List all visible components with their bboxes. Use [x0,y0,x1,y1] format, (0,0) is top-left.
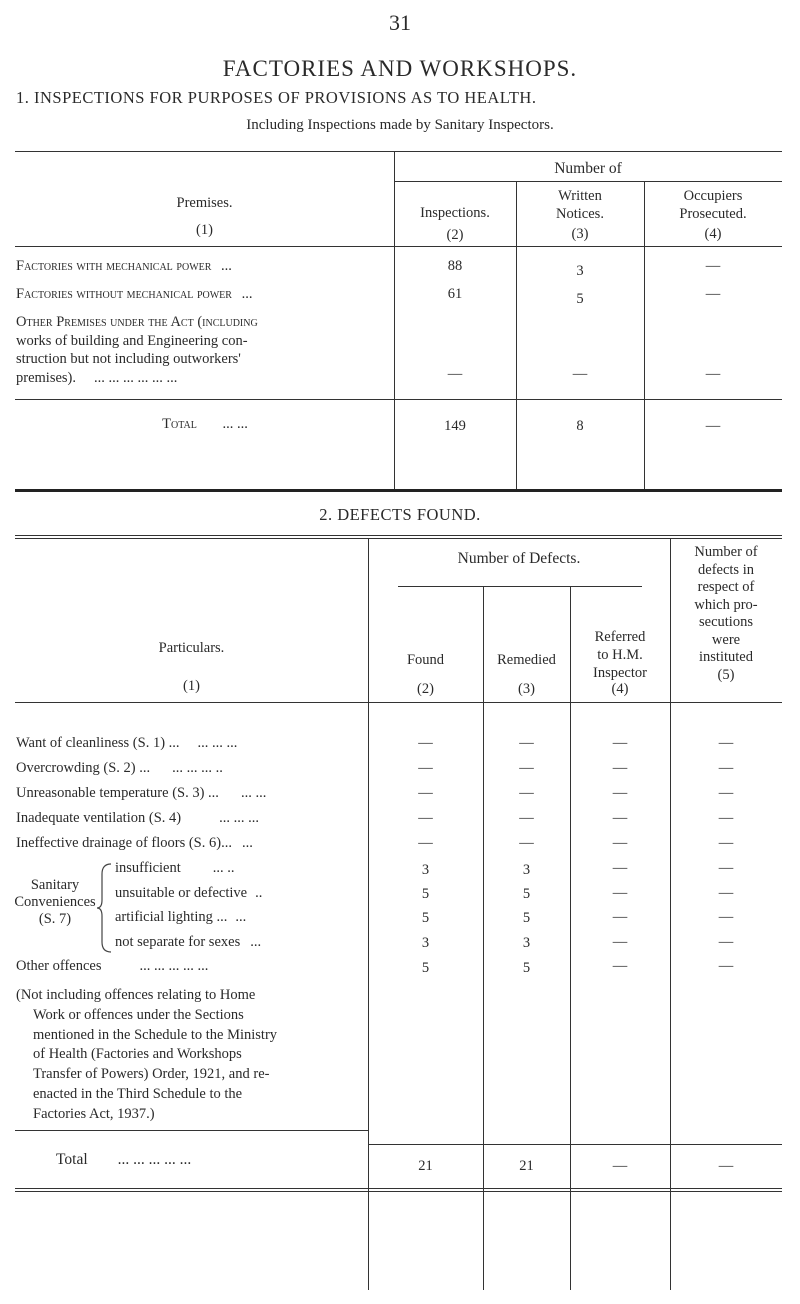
t2-note-rule [15,1130,368,1131]
table1-total-rule [15,399,782,400]
t1-col-notices: Written [558,188,602,204]
t1-total-inspections: 149 [444,418,466,434]
t2-col-found: Found [406,652,445,668]
t1-row1-notices: 3 [576,263,584,279]
t2-san2-prosecutions: — [718,885,734,901]
t1-total-prosecuted: — [705,418,721,434]
t2-total-remedied: 21 [519,1158,534,1174]
table1-top-rule [15,151,782,152]
t2-other-label: Other offences ... ... ... ... ... [16,958,209,974]
t2-row1-referred: — [612,735,628,751]
section2-heading: 2. DEFECTS FOUND. [319,505,481,524]
t2-row5-prosecutions: — [718,835,734,851]
t1-col-prosecuted-2: Prosecuted. [679,206,747,222]
t2-col-referred: Referred to H.M. Inspector [593,629,647,681]
t2-col-referred-num: (4) [611,681,629,697]
table1-bottom-rule [15,489,782,492]
t2-san4-label: not separate for sexes ... [115,934,262,950]
t2-san1-referred: — [612,860,628,876]
t1-row1-inspections: 88 [447,258,463,274]
table1-group-rule [394,181,782,182]
sanitary-brace [96,862,114,954]
t2-san2-referred: — [612,885,628,901]
t2-col-particulars: Particulars. [158,640,225,656]
t2-san1-remedied: 3 [522,862,531,878]
t1-row3-notices: — [572,366,588,382]
t2-other-prosecutions: — [718,958,734,974]
t2-row1-remedied: — [519,735,534,751]
t1-vline-3 [644,181,645,491]
t1-total-notices: 8 [576,418,584,434]
section1-subheading: Including Inspections made by Sanitary Inspectors. [246,117,554,133]
t2-row3-remedied: — [519,785,534,801]
t1-col-inspections: Inspections. [420,205,490,221]
t2-total-prosecutions: — [718,1158,734,1174]
t2-san1-label: insufficient ... .. [115,860,235,876]
t2-row1-prosecutions: — [718,735,734,751]
t2-row2-label: Overcrowding (S. 2) ... ... ... ... .. [16,760,223,776]
page-number: 31 [389,10,411,35]
t1-col-prosecuted-num: (4) [704,226,722,242]
t2-row3-found: — [418,785,433,801]
table1-header-rule [15,246,782,247]
t2-row3-prosecutions: — [718,785,734,801]
t2-san4-remedied: 3 [522,935,531,951]
t2-san1-prosecutions: — [718,860,734,876]
t2-row1-label: Want of cleanliness (S. 1) ... ... ... ... [16,735,238,751]
t1-col-premises-num: (1) [196,222,213,238]
t1-col-notices-num: (3) [571,226,589,242]
section1-heading: 1. INSPECTIONS FOR PURPOSES OF PROVISIONS AS TO HEALTH. [16,88,537,107]
t1-col-prosecuted: Occupiers [683,188,743,204]
t2-col-remedied-num: (3) [518,681,535,697]
t2-other-found: 5 [421,960,430,976]
t1-row1-prosecuted: — [705,258,721,274]
t1-row2-prosecuted: — [705,286,721,302]
t1-row3-inspections: — [447,366,463,382]
t2-col-prosecutions: Number of defects in respect of which pro- secutions were instituted (5) [694,544,758,683]
t2-col-found-num: (2) [417,681,434,697]
t1-row2-inspections: 61 [447,286,463,302]
t2-row5-referred: — [612,835,628,851]
t2-other-remedied: 5 [522,960,531,976]
t2-san3-referred: — [612,909,628,925]
t2-col-particulars-num: (1) [183,678,200,694]
t2-row2-prosecutions: — [718,760,734,776]
t2-san2-label: unsuitable or defective .. [115,885,263,901]
table2-group-rule [398,586,642,587]
t2-row4-label: Inadequate ventilation (S. 4) ... ... ... [16,810,259,826]
t1-vline-2 [516,181,517,491]
t2-other-referred: — [612,958,628,974]
t2-row4-prosecutions: — [718,810,734,826]
t1-col-premises: Premises. [176,195,233,211]
t2-total-referred: — [612,1158,628,1174]
t2-row2-remedied: — [519,760,534,776]
t2-total-rule [368,1144,782,1145]
t1-row2-notices: 5 [576,291,584,307]
t1-total-label: Total ... ... [162,416,248,432]
t2-san3-prosecutions: — [718,909,734,925]
t2-san2-remedied: 5 [522,886,531,902]
t2-row4-remedied: — [519,810,534,826]
t2-san4-prosecutions: — [718,934,734,950]
t2-row4-found: — [418,810,433,826]
t2-row5-found: — [418,835,433,851]
t2-row5-remedied: — [519,835,534,851]
t2-row2-referred: — [612,760,628,776]
t2-total-found: 21 [418,1158,433,1174]
t2-san3-found: 5 [421,910,430,926]
page-title: FACTORIES AND WORKSHOPS. [222,56,578,81]
t2-row4-referred: — [612,810,628,826]
t2-row5-label: Ineffective drainage of floors (S. 6)... ... [16,835,253,851]
t2-san4-found: 3 [421,935,430,951]
t2-row2-found: — [418,760,433,776]
table2-bottom-rule [15,1188,782,1189]
table2-top-rule-2 [15,538,782,539]
t1-col-inspections-num: (2) [446,227,464,243]
t2-row3-referred: — [612,785,628,801]
table1-group-header: Number of [554,160,622,177]
table2-top-rule [15,535,782,536]
t1-vline-1 [394,151,395,491]
table2-header-rule [15,702,782,703]
t2-row3-label: Unreasonable temperature (S. 3) ... ... ... [16,785,267,801]
t1-row1-label: Factories with mechanical power ... [16,258,232,274]
t1-row3-prosecuted: — [705,366,721,382]
t1-row2-label: Factories without mechanical power ... [16,286,253,302]
table2-bottom-rule-2 [15,1191,782,1192]
t2-san3-label: artificial lighting ... ... [115,909,247,925]
t2-col-remedied: Remedied [497,652,556,668]
t2-san2-found: 5 [421,886,430,902]
table2-group-header: Number of Defects. [457,550,581,567]
t1-row3-label: Other Premises under the Act (including works of building and Engineering con- struction but not including outworkers' premises). ... ... ... ... ... ... [16,314,258,386]
t2-row1-found: — [418,735,433,751]
t2-san4-referred: — [612,934,628,950]
sanitary-group-label: Sanitary Conveniences (S. 7) [14,877,96,927]
t2-note: (Not including offences relating to Home Work or offences under the Sections mentioned in the Schedule to the Ministry of Health (Factories and Workshops Transfer of Powers) Order, 1921, and re- enacted in the Third Schedule to the Factories Act, 1937.) [16,987,278,1122]
t2-san3-remedied: 5 [522,910,531,926]
t1-col-notices-2: Notices. [556,206,604,222]
t2-san1-found: 3 [421,862,430,878]
t2-total-label: Total ... ... ... ... ... [56,1151,192,1168]
